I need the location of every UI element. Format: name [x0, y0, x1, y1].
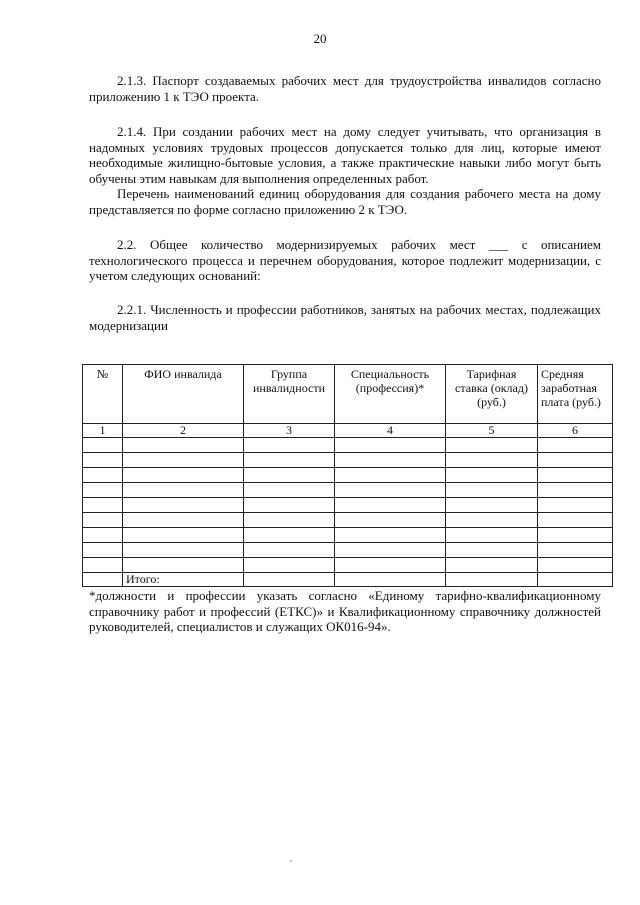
- table-cell: [244, 468, 335, 483]
- table-cell: [335, 558, 446, 573]
- column-number: 4: [335, 424, 446, 438]
- table-row: [83, 513, 613, 528]
- column-number: 5: [446, 424, 538, 438]
- table-cell: [335, 498, 446, 513]
- table-cell: [446, 453, 538, 468]
- table-cell: [123, 453, 244, 468]
- column-number: 1: [83, 424, 123, 438]
- table-cell: [335, 453, 446, 468]
- table-row: [83, 498, 613, 513]
- table-cell: [244, 438, 335, 453]
- table-cell: [538, 438, 613, 453]
- header-full-name: ФИО инвалида: [123, 365, 244, 424]
- table-column-numbers-row: [83, 424, 613, 438]
- table-cell: [123, 543, 244, 558]
- table-cell: [123, 513, 244, 528]
- paragraph-2-1-3: 2.1.3. Паспорт создаваемых рабочих мест для трудоустройства инвалидов согласно приложению 1 к ТЭО проекта.: [89, 73, 601, 104]
- page-number: 20: [313, 31, 327, 46]
- table-cell: [244, 483, 335, 498]
- table-cell: [83, 513, 123, 528]
- table-cell: [538, 573, 613, 587]
- table-cell: [244, 513, 335, 528]
- table-row: [83, 453, 613, 468]
- table-cell: [538, 453, 613, 468]
- table-cell: [83, 573, 123, 587]
- table-row: [83, 558, 613, 573]
- table-cell: [83, 543, 123, 558]
- table-cell: [83, 438, 123, 453]
- table-total-row: [83, 573, 613, 587]
- table-cell: [335, 513, 446, 528]
- table-cell: [244, 573, 335, 587]
- table-cell: [335, 528, 446, 543]
- paragraph-2-2: 2.2. Общее количество модернизируемых рабочих мест ___ с описанием технологического процесса и перечнем оборудования, которое подлежит модернизации, с учетом следующих оснований:: [89, 237, 601, 283]
- table-cell: [83, 468, 123, 483]
- table-cell: [446, 513, 538, 528]
- table-row: [83, 543, 613, 558]
- header-disability-group: Группа инвалидности: [244, 365, 335, 424]
- table-row: [83, 438, 613, 453]
- footnote: *должности и профессии указать согласно «Единому тарифно-квалификационному справочнику работ и профессий (ЕТКС)» и Квалификационному справочнику должностей руководителей, специалистов и служащих ОК016-94».: [89, 588, 601, 634]
- paragraph-2-2-1: 2.2.1. Численность и профессии работников, занятых на рабочих местах, подлежащих модернизации: [89, 302, 601, 333]
- table-row: [83, 528, 613, 543]
- table-cell: [335, 483, 446, 498]
- workers-table: [82, 364, 613, 587]
- table-cell: [446, 558, 538, 573]
- table-cell: [123, 438, 244, 453]
- table-cell: [446, 573, 538, 587]
- table-cell: [446, 498, 538, 513]
- column-number: 6: [538, 424, 613, 438]
- table-cell: [83, 498, 123, 513]
- table-cell: [83, 558, 123, 573]
- scan-speck: [290, 860, 292, 862]
- table-header-row: [83, 365, 613, 424]
- table-cell: [538, 483, 613, 498]
- paragraph-equipment-list: Перечень наименований единиц оборудования для создания рабочего места на дому представляется по форме согласно приложению 2 к ТЭО.: [89, 186, 601, 217]
- table-cell: [446, 468, 538, 483]
- total-label: Итого:: [123, 573, 244, 587]
- table-cell: [538, 498, 613, 513]
- table-cell: [335, 468, 446, 483]
- table-cell: [446, 528, 538, 543]
- table-cell: [538, 558, 613, 573]
- table-cell: [123, 498, 244, 513]
- header-tariff-rate: Тарифная ставка (оклад) (руб.): [446, 365, 538, 424]
- table-cell: [244, 543, 335, 558]
- table-cell: [83, 483, 123, 498]
- table-cell: [446, 543, 538, 558]
- column-number: 2: [123, 424, 244, 438]
- table-cell: [83, 528, 123, 543]
- table-row: [83, 468, 613, 483]
- table-cell: [335, 543, 446, 558]
- table-cell: [244, 528, 335, 543]
- table-cell: [335, 438, 446, 453]
- table-cell: [244, 453, 335, 468]
- table-cell: [123, 558, 244, 573]
- table-cell: [123, 483, 244, 498]
- table-cell: [244, 498, 335, 513]
- header-average-salary: Средняя заработная плата (руб.): [538, 365, 613, 424]
- header-number: №: [83, 365, 123, 424]
- header-specialty: Специальность (профессия)*: [335, 365, 446, 424]
- column-number: 3: [244, 424, 335, 438]
- table-cell: [538, 513, 613, 528]
- table-cell: [244, 558, 335, 573]
- table-cell: [83, 453, 123, 468]
- table-cell: [538, 528, 613, 543]
- table-cell: [446, 438, 538, 453]
- table-cell: [123, 468, 244, 483]
- table-cell: [538, 543, 613, 558]
- table-row: [83, 483, 613, 498]
- table-cell: [446, 483, 538, 498]
- table-cell: [538, 468, 613, 483]
- table-cell: [123, 528, 244, 543]
- table-cell: [335, 573, 446, 587]
- paragraph-2-1-4: 2.1.4. При создании рабочих мест на дому следует учитывать, что организация в надомных условиях трудовых процессов допускается только для лиц, которые имеют необходимые жилищно-бытовые условия, а также практические навыки либо могут быть обучены этим навыкам для выполнения определенных работ.: [89, 124, 601, 186]
